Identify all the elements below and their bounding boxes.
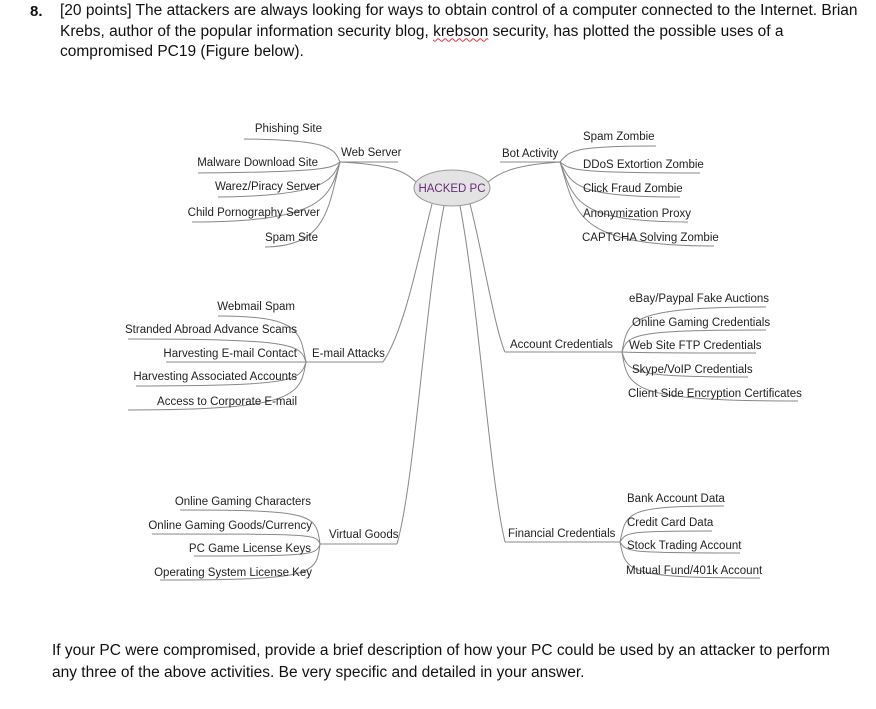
- bot-activity-item: Click Fraud Zombie: [583, 183, 683, 195]
- branch-label-email-attacks: E-mail Attacks: [312, 348, 385, 360]
- branch-label-web-server: Web Server: [341, 147, 402, 159]
- hacked-pc-label: HACKED PC: [418, 183, 486, 195]
- financial-credentials-item: Credit Card Data: [627, 517, 714, 529]
- virtual-goods-item: Operating System License Key: [154, 567, 312, 579]
- spellcheck-flagged-word: krebson: [433, 22, 489, 40]
- branch-bot-activity: [500, 131, 719, 246]
- virtual-goods-item: Online Gaming Characters: [174, 496, 311, 508]
- branch-account-credentials: [505, 293, 802, 401]
- question-text-before: [20 points] The attackers are always looking for ways to obtain control of a computer connected to the Internet. Brian Krebs, author of the popular information security blog,: [60, 2, 858, 40]
- branch-label-virtual-goods: Virtual Goods: [329, 529, 399, 541]
- financial-credentials-item: Mutual Fund/401k Account: [626, 565, 763, 577]
- financial-credentials-item: Bank Account Data: [627, 493, 725, 505]
- web-server-item: Spam Site: [264, 232, 318, 244]
- branch-financial-credentials: [505, 493, 763, 578]
- email-attacks-item: Harvesting E-mail Contact: [163, 348, 297, 360]
- account-credentials-item: Client Side Encryption Certificates: [628, 388, 802, 400]
- branch-web-server: [188, 123, 402, 247]
- bot-activity-item: DDoS Extortion Zombie: [583, 159, 704, 171]
- branch-label-financial-credentials: Financial Credentials: [508, 528, 616, 540]
- branch-email-attacks: [125, 301, 385, 410]
- web-server-item: Child Pornography Server: [187, 207, 320, 219]
- web-server-item: Warez/Piracy Server: [214, 181, 320, 193]
- account-credentials-item: Web Site FTP Credentials: [629, 340, 762, 352]
- bot-activity-item: CAPTCHA Solving Zombie: [582, 232, 719, 244]
- bot-activity-item: Spam Zombie: [583, 131, 655, 143]
- virtual-goods-item: Online Gaming Goods/Currency: [148, 520, 312, 532]
- email-attacks-item: Harvesting Associated Accounts: [133, 371, 297, 383]
- branch-label-bot-activity: Bot Activity: [502, 148, 559, 160]
- account-credentials-item: Online Gaming Credentials: [632, 317, 771, 329]
- web-server-item: Phishing Site: [254, 123, 322, 135]
- email-attacks-item: Access to Corporate E-mail: [157, 396, 297, 408]
- question-text-after: security, has plotted the possible uses of a compromised PC19 (Figure below).: [60, 22, 784, 60]
- email-attacks-item: Stranded Abroad Advance Scams: [125, 324, 297, 336]
- web-server-item: Malware Download Site: [197, 157, 318, 169]
- branch-virtual-goods: [148, 496, 398, 580]
- account-credentials-item: eBay/Paypal Fake Auctions: [629, 293, 769, 305]
- account-credentials-item: Skype/VoIP Credentials: [632, 364, 753, 376]
- financial-credentials-item: Stock Trading Account: [627, 540, 742, 552]
- virtual-goods-item: PC Game License Keys: [188, 543, 311, 555]
- bot-activity-item: Anonymization Proxy: [583, 208, 692, 220]
- email-attacks-item: Webmail Spam: [217, 301, 295, 313]
- branch-label-account-credentials: Account Credentials: [510, 339, 613, 351]
- answer-prompt: If your PC were compromised, provide a brief description of how your PC could be used by an attacker to perform any three of the above activities. Be very specific and detailed in your answer.: [52, 642, 830, 681]
- question-number: 8.: [30, 3, 43, 20]
